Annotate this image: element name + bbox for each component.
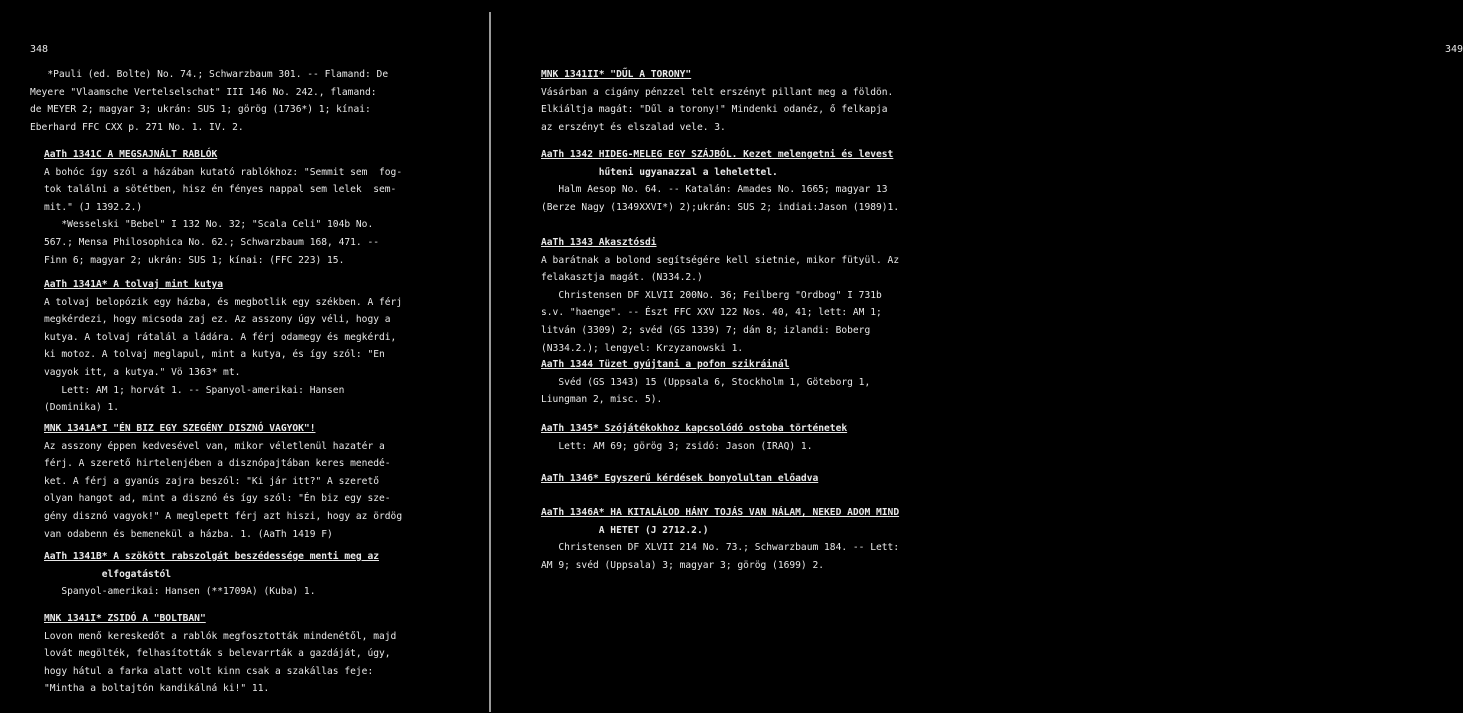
text-line: Spanyol-amerikai: Hansen (**1709A) (Kuba) 1. bbox=[44, 586, 316, 598]
entry-block bbox=[541, 234, 899, 357]
entry-heading: AaTh 1342 HIDEG-MELEG EGY SZÁJBÓL. Kezet melengetni és levest bbox=[541, 149, 894, 160]
text-line: Christensen DF XLVII 200No. 36; Feilberg "Ordbog" I 731b bbox=[541, 289, 882, 301]
text-line: Lett: AM 1; horvát 1. -- Spanyol-amerikai: Hansen bbox=[44, 384, 345, 396]
text-line: litván (3309) 2; svéd (GS 1339) 7; dán 8; izlandi: Boberg bbox=[541, 324, 871, 336]
entry-heading: MNK 1341II* "DŰL A TORONY" bbox=[541, 69, 692, 80]
text-line: ket. A férj a gyanús zajra beszól: "Ki jár itt?" A szerető bbox=[44, 475, 380, 487]
text-line: lovát megölték, felhasították s belevarrták a gazdáját, úgy, bbox=[44, 648, 391, 660]
text-line: Meyere "Vlaamsche Vertelselschat" III 146 No. 242., flamand: bbox=[30, 86, 377, 98]
text-line: gény disznó vagyok!" A meglepett férj azt hiszi, hogy az ördög bbox=[44, 510, 403, 522]
text-line: Liungman 2, misc. 5). bbox=[541, 394, 663, 406]
entry-heading: AaTh 1341C A MEGSAJNÁLT RABLÓK bbox=[44, 149, 218, 160]
entry-heading: elfogatástól bbox=[44, 568, 172, 580]
text-line: ki motoz. A tolvaj meglapul, mint a kutya, és így szól: "En bbox=[44, 349, 385, 361]
entry-block bbox=[44, 420, 402, 543]
text-line: mit." (J 1392.2.) bbox=[44, 201, 143, 213]
entry-block bbox=[541, 504, 899, 574]
text-line: kutya. A tolvaj rátalál a ládára. A férj odamegy és megkérdi, bbox=[44, 331, 397, 343]
text-line: A bohóc így szól a házában kutató rablókhoz: "Semmit sem fog- bbox=[44, 166, 403, 178]
text-line: *Wesselski "Bebel" I 132 No. 32; "Scala Celi" 104b No. bbox=[44, 219, 374, 231]
text-line: tok találni a sötétben, hisz én fényes nappal sem lelek sem- bbox=[44, 184, 397, 196]
text-line: A barátnak a bolond segítségére kell sietnie, mikor fütyül. Az bbox=[541, 254, 900, 266]
text-line: Elkiáltja magát: "Dűl a torony!" Mindenki odanéz, ő felkapja bbox=[541, 104, 888, 116]
entry-block bbox=[541, 470, 818, 488]
text-line: (Dominika) 1. bbox=[44, 402, 120, 414]
text-line: felakasztja magát. (N334.2.) bbox=[541, 272, 703, 284]
text-line: van odabenn és bemenekül a házba. 1. (AaTh 1419 F) bbox=[44, 528, 333, 540]
entry-heading: AaTh 1343 Akasztósdi bbox=[541, 237, 657, 248]
text-line: A tolvaj belopózik egy házba, és megbotlik egy székben. A férj bbox=[44, 296, 403, 308]
text-line: hogy hátul a farka alatt volt kinn csak a szakállas feje: bbox=[44, 665, 374, 677]
page-number: 348 bbox=[30, 44, 49, 55]
text-line: Az asszony éppen kedvesével van, mikor véletlenül hazatér a bbox=[44, 440, 385, 452]
entry-block bbox=[44, 610, 396, 698]
entry-block bbox=[30, 66, 388, 136]
text-line: megkérdezi, hogy micsoda zaj ez. Az asszony úgy véli, hogy a bbox=[44, 314, 391, 326]
text-line: (Berze Nagy (1349XXVI*) 2);ukrán: SUS 2; indiai:Jason (1989)1. bbox=[541, 201, 900, 213]
entry-block bbox=[44, 548, 379, 601]
entry-heading: AaTh 1345* Szójátékokhoz kapcsolódó ostoba történetek bbox=[541, 423, 848, 434]
entry-heading: MNK 1341I* ZSIDÓ A "BOLTBAN" bbox=[44, 613, 206, 624]
text-line: Lovon menő kereskedőt a rablók megfosztották mindenétől, majd bbox=[44, 630, 397, 642]
entry-heading: AaTh 1341A* A tolvaj mint kutya bbox=[44, 279, 224, 290]
entry-heading: A HETET (J 2712.2.) bbox=[541, 524, 709, 536]
text-line: vagyok itt, a kutya." Vö 1363* mt. bbox=[44, 366, 241, 378]
text-line: Christensen DF XLVII 214 No. 73.; Schwarzbaum 184. -- Lett: bbox=[541, 542, 900, 554]
entry-block bbox=[541, 146, 899, 216]
text-line: Finn 6; magyar 2; ukrán: SUS 1; kínai: (FFC 223) 15. bbox=[44, 254, 345, 266]
text-line: AM 9; svéd (Uppsala) 3; magyar 3; görög (1699) 2. bbox=[541, 559, 825, 571]
text-line: *Pauli (ed. Bolte) No. 74.; Schwarzbaum 301. -- Flamand: De bbox=[30, 69, 389, 80]
entry-block bbox=[541, 66, 893, 136]
entry-block bbox=[541, 420, 847, 455]
text-line: férj. A szerető hirtelenjében a disznópajtában keres menedé- bbox=[44, 458, 391, 470]
entry-heading: AaTh 1344 Tüzet gyújtani a pofon szikráinál bbox=[541, 359, 790, 370]
page-number: 349 bbox=[1445, 44, 1463, 55]
text-line: az erszényt és elszalad vele. 3. bbox=[541, 121, 726, 133]
entry-heading: hűteni ugyanazzal a lehelettel. bbox=[541, 166, 778, 178]
text-line: Halm Aesop No. 64. -- Katalán: Amades No. 1665; magyar 13 bbox=[541, 184, 888, 196]
entry-heading: AaTh 1341B* A szökött rabszolgát beszédessége menti meg az bbox=[44, 551, 380, 562]
text-line: de MEYER 2; magyar 3; ukrán: SUS 1; görög (1736*) 1; kínai: bbox=[30, 104, 371, 116]
text-line: "Mintha a boltajtón kandikálná ki!" 11. bbox=[44, 683, 270, 695]
entry-heading: MNK 1341A*I "ÉN BIZ EGY SZEGÉNY DISZNÓ VAGYOK"! bbox=[44, 423, 316, 434]
text-line: Lett: AM 69; görög 3; zsidó: Jason (IRAQ) 1. bbox=[541, 440, 813, 452]
entry-block bbox=[44, 146, 402, 269]
entry-block bbox=[541, 356, 870, 409]
entry-block bbox=[44, 276, 402, 417]
text-line: olyan hangot ad, mint a disznó és így szól: "Én biz egy sze- bbox=[44, 493, 391, 505]
text-line: (N334.2.); lengyel: Krzyzanowski 1. bbox=[541, 342, 744, 354]
text-line: Eberhard FFC CXX p. 271 No. 1. IV. 2. bbox=[30, 121, 244, 133]
text-line: Svéd (GS 1343) 15 (Uppsala 6, Stockholm 1, Göteborg 1, bbox=[541, 376, 871, 388]
text-line: Vásárban a cigány pénzzel telt erszényt pillant meg a földön. bbox=[541, 86, 894, 98]
text-line: s.v. "haenge". -- Észt FFC XXV 122 Nos. 40, 41; lett: AM 1; bbox=[541, 307, 882, 319]
entry-heading: AaTh 1346* Egyszerű kérdések bonyolultan előadva bbox=[541, 473, 819, 484]
text-line: 567.; Mensa Philosophica No. 62.; Schwarzbaum 168, 471. -- bbox=[44, 236, 380, 248]
entry-heading: AaTh 1346A* HA KITALÁLOD HÁNY TOJÁS VAN NÁLAM, NEKED ADOM MIND bbox=[541, 507, 900, 518]
